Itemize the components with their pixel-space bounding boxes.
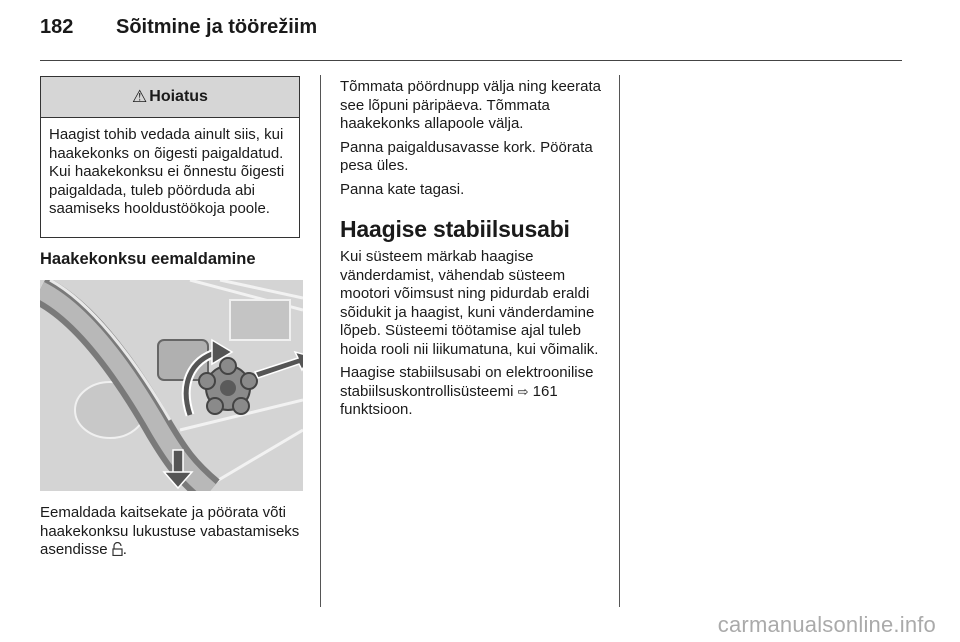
warning-text: Haagist tohib vedada ainult siis, kui haakekonks on õigesti paigaldatud. Kui haakekonksu ei õnnestu õigesti paigaldada, tuleb pöörduda abi saamiseks hooldustöökoja poole. [49,126,285,217]
page-header [40,16,317,50]
figure-caption [40,504,310,562]
section-heading-stability: Haagise stabiilsusabi [340,216,570,242]
column-divider-1 [320,75,321,607]
page-reference-arrow-icon: ⇨ [517,383,529,399]
caption-text: Eemaldada kaitsekate ja pöörata võti haakekonksu lukustuse vabastamiseks asendisse [40,504,300,558]
caption-end: . [122,541,127,558]
warning-triangle-icon: ⚠ [132,87,148,106]
reference-text: Haagise stabiilsusabi on elektroonilise stabiilsuskontrollisüsteemi [340,364,594,400]
paragraph-stability-reference [340,364,610,420]
warning-header [41,77,299,118]
paragraph-replace-cover: Panna kate tagasi. [340,180,465,198]
column-divider-2 [619,75,620,607]
warning-title: Hoiatus [149,88,208,105]
footer-watermark: carmanualsonline.info [717,612,936,637]
page-reference-link[interactable]: 161 [532,382,558,400]
page-number: 182 [40,16,74,38]
towbar-removal-illustration [40,280,303,491]
header-divider [40,60,902,61]
page-title: Sõitmine ja töörežiim [116,16,318,38]
paragraph-pull-knob: Tõmmata pöördnupp välja ning keerata see lõpuni päripäeva. Tõmmata haakekonks allapoole välja. [340,78,601,132]
paragraph-stability-description: Kui süsteem märkab haagise vänderdamist, vähendab süsteem mootori võimsust ning pidurdab eraldi sõidukit ja haagist, kuni vänderdamine lõpeb. Süsteemi töötamise ajal tuleb hoida rooli nii liikumatuna, kui võimalik. [340,248,599,358]
section-heading-removal: Haakekonksu eemaldamine [40,250,256,268]
paragraph-insert-cap: Panna paigaldusavasse kork. Pöörata pesa üles. [340,138,593,174]
reference-end: funktsioon. [340,401,413,418]
second-column [340,78,610,425]
unlock-symbol-icon [112,542,123,562]
warning-box [40,76,300,238]
